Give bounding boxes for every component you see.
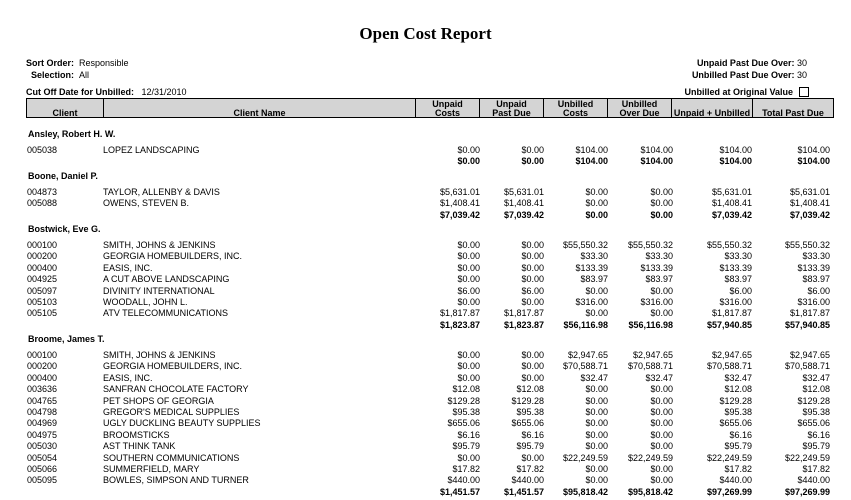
- unpaid-past-due-total: $1,451.57: [503, 486, 544, 497]
- unpaid-past-due-value: $1,817.87: [503, 308, 544, 319]
- cutoff-date: [26, 87, 187, 97]
- unpaid-costs-value: $0.00: [457, 239, 480, 250]
- unpaid-unbilled-total: $104.00: [719, 156, 752, 167]
- unbilled-costs-value: $0.00: [585, 418, 608, 429]
- unpaid-past-due-total: $1,823.87: [503, 319, 544, 330]
- table-row: [26, 286, 834, 297]
- client-id: 004969: [27, 418, 58, 429]
- unpaid-unbilled-value: $129.28: [719, 395, 752, 406]
- client-id: 005038: [27, 145, 58, 155]
- unpaid-past-due-value: $95.79: [516, 441, 544, 452]
- client-id: 005054: [27, 452, 58, 463]
- total-past-due-value: $1,817.87: [789, 308, 830, 319]
- unpaid-past-due-value: $0.00: [521, 274, 544, 285]
- total-past-due-value: $22,249.59: [784, 452, 830, 463]
- unbilled-costs-value: $0.00: [585, 463, 608, 474]
- group-total-row: [26, 210, 834, 221]
- table-row: [26, 145, 834, 156]
- unbilled-costs-value: $0.00: [585, 441, 608, 452]
- total-past-due-value: $95.38: [802, 407, 830, 418]
- unpaid-past-due-value: $6.00: [521, 285, 544, 296]
- total-past-due-value: $95.79: [802, 441, 830, 452]
- unbilled-costs-value: $32.47: [580, 372, 608, 383]
- unpaid-past-due-value: $0.00: [521, 452, 544, 463]
- client-name: AST THINK TANK: [103, 441, 176, 452]
- unbilled-costs-value: $104.00: [575, 145, 608, 155]
- original-value-checkbox[interactable]: [799, 87, 809, 97]
- table-row: [26, 251, 834, 262]
- unbilled-past-due-value: 30: [796, 70, 807, 80]
- header-unbilled-costs-line2: Costs: [562, 108, 588, 118]
- unpaid-past-due-value: $0.00: [521, 239, 544, 250]
- table-row: [26, 350, 834, 361]
- unpaid-costs-value: $0.00: [457, 262, 480, 273]
- unbilled-over-due-value: $55,550.32: [627, 239, 673, 250]
- header-client: Client: [26, 98, 104, 118]
- table-row: [26, 263, 834, 274]
- unpaid-unbilled-value: $17.82: [724, 463, 752, 474]
- total-past-due-total: $97,269.99: [784, 486, 830, 497]
- client-name: A CUT ABOVE LANDSCAPING: [103, 274, 230, 285]
- client-name: DIVINITY INTERNATIONAL: [103, 285, 215, 296]
- client-name: SMITH, JOHNS & JENKINS: [103, 350, 216, 361]
- client-name: LOPEZ LANDSCAPING: [103, 145, 200, 155]
- total-past-due-value: $12.08: [802, 384, 830, 395]
- table-row: [26, 441, 834, 452]
- unbilled-over-due-value: $0.00: [650, 308, 673, 319]
- unpaid-past-due-value: $0.00: [521, 262, 544, 273]
- unpaid-costs-value: $95.79: [452, 441, 480, 452]
- unpaid-unbilled-value: $133.39: [719, 262, 752, 273]
- unpaid-costs-value: $0.00: [457, 274, 480, 285]
- client-id: 003636: [27, 384, 58, 395]
- unpaid-unbilled-value: $6.16: [729, 429, 752, 440]
- unpaid-costs-total: $7,039.42: [439, 209, 480, 220]
- unbilled-over-due-value: $104.00: [640, 145, 673, 155]
- unpaid-costs-value: $655.06: [447, 418, 480, 429]
- total-past-due-value: $5,631.01: [789, 186, 830, 197]
- unpaid-past-due-value: $655.06: [511, 418, 544, 429]
- unpaid-unbilled-value: $655.06: [719, 418, 752, 429]
- unpaid-unbilled-value: $55,550.32: [706, 239, 752, 250]
- unbilled-over-due-value: $70,588.71: [627, 361, 673, 372]
- unpaid-costs-value: $1,817.87: [439, 308, 480, 319]
- client-id: 000100: [27, 239, 58, 250]
- table-row: [26, 396, 834, 407]
- client-id: 005097: [27, 285, 58, 296]
- client-id: 000100: [27, 350, 58, 361]
- client-name: PET SHOPS OF GEORGIA: [103, 395, 214, 406]
- responsible-name: Broome, James T.: [28, 334, 105, 345]
- unpaid-past-due-value: $95.38: [516, 407, 544, 418]
- total-past-due-value: $2,947.65: [789, 350, 830, 361]
- total-past-due-value: $17.82: [802, 463, 830, 474]
- client-id: 004873: [27, 186, 58, 197]
- unbilled-over-due-value: $22,249.59: [627, 452, 673, 463]
- unbilled-over-due-value: $0.00: [650, 441, 673, 452]
- unbilled-over-due-value: $316.00: [640, 296, 673, 307]
- unpaid-unbilled-total: $97,269.99: [706, 486, 752, 497]
- cutoff-label: Cut Off Date for Unbilled:: [26, 87, 134, 97]
- group-total-row: [26, 320, 834, 331]
- responsible-name: Bostwick, Eve G.: [28, 223, 101, 234]
- total-past-due-value: $316.00: [797, 296, 830, 307]
- header-unpaid-past-due: [479, 98, 544, 118]
- unpaid-unbilled-value: $1,408.41: [711, 198, 752, 209]
- table-row: [26, 198, 834, 209]
- unpaid-past-due-value: $1,408.41: [503, 198, 544, 209]
- unpaid-unbilled-value: $33.30: [724, 251, 752, 262]
- unpaid-unbilled-value: $12.08: [724, 384, 752, 395]
- unpaid-unbilled-value: $104.00: [719, 145, 752, 155]
- client-id: 005066: [27, 463, 58, 474]
- unbilled-costs-value: $2,947.65: [567, 350, 608, 361]
- unbilled-over-due-total: $0.00: [650, 209, 673, 220]
- total-past-due-value: $129.28: [797, 395, 830, 406]
- cutoff-value: 12/31/2010: [141, 87, 187, 97]
- responsible-name: Ansley, Robert H. W.: [28, 129, 116, 139]
- group-total-row: [26, 487, 834, 498]
- unbilled-over-due-value: $0.00: [650, 418, 673, 429]
- client-name: BOWLES, SIMPSON AND TURNER: [103, 475, 249, 486]
- table-row: [26, 418, 834, 429]
- original-value-label: Unbilled at Original Value: [684, 87, 793, 97]
- total-past-due-value: $32.47: [802, 372, 830, 383]
- unpaid-costs-value: $0.00: [457, 350, 480, 361]
- unbilled-over-due-value: $83.97: [645, 274, 673, 285]
- table-row: [26, 308, 834, 319]
- unbilled-over-due-value: $0.00: [650, 395, 673, 406]
- header-unbilled-over-due-line1: Unbilled: [621, 99, 658, 109]
- client-id: 004925: [27, 274, 58, 285]
- total-past-due-value: $1,408.41: [789, 198, 830, 209]
- report-title: Open Cost Report: [359, 24, 492, 43]
- unbilled-costs-value: $22,249.59: [562, 452, 608, 463]
- unbilled-costs-value: $33.30: [580, 251, 608, 262]
- sort-order-value: Responsible: [79, 58, 129, 68]
- total-past-due-value: $440.00: [797, 475, 830, 486]
- table-row: [26, 384, 834, 395]
- client-id: 004765: [27, 395, 58, 406]
- unbilled-over-due-value: $133.39: [640, 262, 673, 273]
- unbilled-over-due-value: $0.00: [650, 198, 673, 209]
- unbilled-costs-value: $0.00: [585, 308, 608, 319]
- total-past-due-value: $6.00: [807, 285, 830, 296]
- unpaid-unbilled-value: $83.97: [724, 274, 752, 285]
- selection-label: Selection:: [30, 70, 74, 80]
- total-past-due-value: $83.97: [802, 274, 830, 285]
- total-past-due-value: $55,550.32: [784, 239, 830, 250]
- unpaid-unbilled-value: $22,249.59: [706, 452, 752, 463]
- unpaid-unbilled-value: $70,588.71: [706, 361, 752, 372]
- unbilled-costs-value: $0.00: [585, 429, 608, 440]
- client-id: 005103: [27, 296, 58, 307]
- unpaid-past-due-value: $0.00: [521, 145, 544, 155]
- responsible-name: Boone, Daniel P.: [28, 170, 98, 181]
- unpaid-past-due-value: $0.00: [521, 251, 544, 262]
- unbilled-over-due-value: $0.00: [650, 384, 673, 395]
- unpaid-past-due-label: Unpaid Past Due Over:: [696, 58, 795, 68]
- unbilled-costs-value: $0.00: [585, 198, 608, 209]
- unpaid-past-due-value: $12.08: [516, 384, 544, 395]
- unpaid-costs-value: $12.08: [452, 384, 480, 395]
- unpaid-past-due-value: $5,631.01: [503, 186, 544, 197]
- unpaid-past-due-total: $7,039.42: [503, 209, 544, 220]
- client-name: SMITH, JOHNS & JENKINS: [103, 239, 216, 250]
- total-past-due-value: $655.06: [797, 418, 830, 429]
- unbilled-over-due-value: $2,947.65: [632, 350, 673, 361]
- client-name: SANFRAN CHOCOLATE FACTORY: [103, 384, 249, 395]
- unpaid-costs-value: $0.00: [457, 452, 480, 463]
- unbilled-over-due-total: $56,116.98: [628, 319, 673, 330]
- unbilled-costs-value: $0.00: [585, 395, 608, 406]
- client-id: 005030: [27, 441, 58, 452]
- original-value-option: [684, 87, 809, 97]
- unpaid-past-due-value: $0.00: [521, 296, 544, 307]
- client-name: UGLY DUCKLING BEAUTY SUPPLIES: [103, 418, 261, 429]
- total-past-due-total: $57,940.85: [784, 319, 830, 330]
- client-name: TAYLOR, ALLENBY & DAVIS: [103, 186, 220, 197]
- unpaid-unbilled-value: $5,631.01: [711, 186, 752, 197]
- unbilled-over-due-value: $33.30: [645, 251, 673, 262]
- unpaid-unbilled-value: $440.00: [719, 475, 752, 486]
- group-header: [26, 333, 834, 346]
- unbilled-over-due-total: $95,818.42: [627, 486, 673, 497]
- header-unpaid-past-due-line2: Past Due: [492, 108, 531, 118]
- unbilled-costs-value: $55,550.32: [562, 239, 608, 250]
- client-name: BROOMSTICKS: [103, 429, 170, 440]
- unbilled-past-due-label: Unbilled Past Due Over:: [691, 70, 795, 80]
- client-id: 000200: [27, 361, 58, 372]
- past-due-settings: [692, 57, 807, 81]
- unbilled-over-due-value: $0.00: [650, 186, 673, 197]
- table-row: [26, 297, 834, 308]
- client-name: SOUTHERN COMMUNICATIONS: [103, 452, 240, 463]
- unpaid-past-due-value: $0.00: [521, 350, 544, 361]
- unpaid-past-due-total: $0.00: [521, 156, 544, 167]
- unbilled-costs-total: $56,116.98: [563, 319, 608, 330]
- unpaid-costs-value: $0.00: [457, 145, 480, 155]
- table-row: [26, 361, 834, 372]
- unbilled-over-due-value: $0.00: [650, 475, 673, 486]
- client-name: ATV TELECOMMUNICATIONS: [103, 308, 229, 319]
- unbilled-over-due-value: $0.00: [650, 285, 673, 296]
- header-unpaid-costs-line1: Unpaid: [432, 99, 463, 109]
- unpaid-costs-value: $440.00: [447, 475, 480, 486]
- total-past-due-value: $104.00: [797, 145, 830, 155]
- unpaid-past-due-value: 30: [796, 58, 807, 68]
- unpaid-past-due-value: $440.00: [511, 475, 544, 486]
- unpaid-costs-value: $17.82: [452, 463, 480, 474]
- unpaid-costs-value: $6.16: [457, 429, 480, 440]
- table-row: [26, 430, 834, 441]
- unpaid-unbilled-value: $95.38: [724, 407, 752, 418]
- unpaid-costs-total: $0.00: [457, 156, 480, 167]
- client-name: GEORGIA HOMEBUILDERS, INC.: [103, 251, 243, 262]
- unbilled-over-due-value: $0.00: [650, 407, 673, 418]
- table-row: [26, 373, 834, 384]
- unbilled-costs-value: $0.00: [585, 384, 608, 395]
- client-id: 004975: [27, 429, 58, 440]
- unpaid-past-due-value: $129.28: [511, 395, 544, 406]
- unpaid-costs-value: $0.00: [457, 296, 480, 307]
- client-name: EASIS, INC.: [103, 372, 153, 383]
- table-row: [26, 453, 834, 464]
- header-unbilled-costs-line1: Unbilled: [557, 99, 594, 109]
- unpaid-unbilled-value: $1,817.87: [711, 308, 752, 319]
- unpaid-costs-total: $1,451.57: [439, 486, 480, 497]
- total-past-due-value: $33.30: [802, 251, 830, 262]
- table-header: [26, 98, 834, 120]
- report-body: [26, 126, 834, 498]
- group-header: [26, 128, 834, 141]
- unpaid-past-due-value: $6.16: [521, 429, 544, 440]
- client-id: 000200: [27, 251, 58, 262]
- selection-value: All: [79, 70, 90, 80]
- header-unpaid-costs-line2: Costs: [434, 108, 460, 118]
- header-unbilled-costs: [543, 98, 608, 118]
- total-past-due-value: $6.16: [807, 429, 830, 440]
- client-id: 000400: [27, 372, 58, 383]
- unpaid-costs-value: $6.00: [457, 285, 480, 296]
- unbilled-costs-value: $0.00: [585, 407, 608, 418]
- unbilled-costs-value: $0.00: [585, 186, 608, 197]
- group-header: [26, 223, 834, 236]
- unbilled-costs-value: $0.00: [585, 285, 608, 296]
- client-name: OWENS, STEVEN B.: [103, 198, 190, 209]
- unbilled-costs-value: $70,588.71: [562, 361, 608, 372]
- unpaid-costs-total: $1,823.87: [439, 319, 480, 330]
- header-unpaid-unbilled: Unpaid + Unbilled: [671, 98, 753, 118]
- unbilled-costs-value: $133.39: [575, 262, 608, 273]
- client-id: 004798: [27, 407, 58, 418]
- sort-order-label: Sort Order:: [26, 58, 75, 68]
- total-past-due-total: $7,039.42: [789, 209, 830, 220]
- unbilled-costs-total: $0.00: [585, 209, 608, 220]
- unbilled-costs-value: $316.00: [575, 296, 608, 307]
- unpaid-past-due-value: $0.00: [521, 361, 544, 372]
- table-row: [26, 475, 834, 486]
- unpaid-past-due-value: $17.82: [516, 463, 544, 474]
- unpaid-unbilled-total: $57,940.85: [706, 319, 752, 330]
- client-id: 005095: [27, 475, 58, 486]
- unpaid-costs-value: $5,631.01: [439, 186, 480, 197]
- unpaid-costs-value: $95.38: [452, 407, 480, 418]
- table-row: [26, 240, 834, 251]
- table-row: [26, 187, 834, 198]
- total-past-due-value: $133.39: [797, 262, 830, 273]
- unpaid-costs-value: $0.00: [457, 251, 480, 262]
- unpaid-past-due-value: $0.00: [521, 372, 544, 383]
- group-header: [26, 170, 834, 183]
- unbilled-costs-total: $104.00: [575, 156, 608, 167]
- unpaid-unbilled-total: $7,039.42: [711, 209, 752, 220]
- unbilled-costs-value: $0.00: [585, 475, 608, 486]
- header-unpaid-costs: [415, 98, 480, 118]
- unbilled-costs-total: $95,818.42: [562, 486, 608, 497]
- unpaid-unbilled-value: $32.47: [724, 372, 752, 383]
- header-total-past-due: Total Past Due: [752, 98, 834, 118]
- unbilled-over-due-total: $104.00: [640, 156, 673, 167]
- report-criteria: [26, 57, 129, 81]
- unpaid-costs-value: $0.00: [457, 372, 480, 383]
- unpaid-costs-value: $129.28: [447, 395, 480, 406]
- client-name: GREGOR'S MEDICAL SUPPLIES: [103, 407, 240, 418]
- table-row: [26, 464, 834, 475]
- table-row: [26, 407, 834, 418]
- client-name: SUMMERFIELD, MARY: [103, 463, 200, 474]
- unpaid-unbilled-value: $6.00: [729, 285, 752, 296]
- total-past-due-total: $104.00: [797, 156, 830, 167]
- unbilled-over-due-value: $0.00: [650, 463, 673, 474]
- client-id: 005088: [27, 198, 58, 209]
- client-name: GEORGIA HOMEBUILDERS, INC.: [103, 361, 243, 372]
- client-name: WOODALL, JOHN L.: [103, 296, 188, 307]
- client-name: EASIS, INC.: [103, 262, 153, 273]
- unpaid-unbilled-value: $2,947.65: [711, 350, 752, 361]
- header-client-name: Client Name: [103, 98, 416, 118]
- unpaid-costs-value: $0.00: [457, 361, 480, 372]
- total-past-due-value: $70,588.71: [784, 361, 830, 372]
- unpaid-costs-value: $1,408.41: [439, 198, 480, 209]
- unbilled-costs-value: $83.97: [580, 274, 608, 285]
- group-total-row: [26, 156, 834, 167]
- table-row: [26, 274, 834, 285]
- unpaid-unbilled-value: $95.79: [724, 441, 752, 452]
- unpaid-unbilled-value: $316.00: [719, 296, 752, 307]
- header-unbilled-over-due-line2: Over Due: [619, 108, 660, 118]
- unbilled-over-due-value: $0.00: [650, 429, 673, 440]
- client-id: 000400: [27, 262, 58, 273]
- client-id: 005105: [27, 308, 58, 319]
- header-unpaid-past-due-line1: Unpaid: [496, 99, 527, 109]
- header-unbilled-over-due: [607, 98, 672, 118]
- unbilled-over-due-value: $32.47: [645, 372, 673, 383]
